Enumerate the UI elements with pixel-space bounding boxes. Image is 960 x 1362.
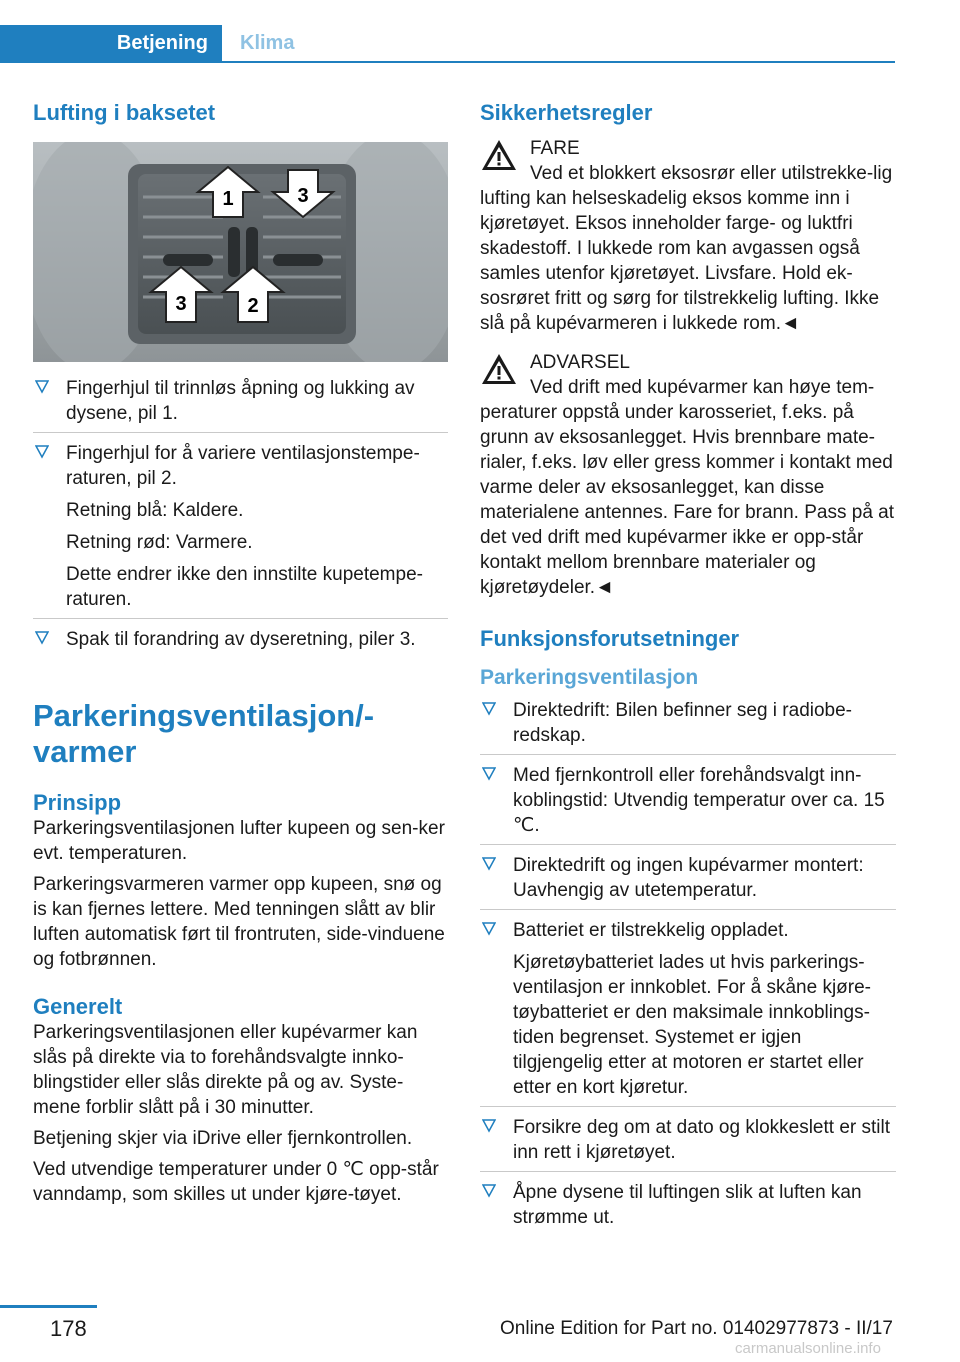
list-item-text: Åpne dysene til luftingen slik at luften kan strømme ut. <box>513 1182 862 1228</box>
warning-text: Ved et blokkert eksosrør eller utilstrekke-lig lufting kan helseskadelig eksos komme inn i kjøretøyet. Eksos inneholder farge- og luktfri skadestoff. I lukkede rom kan avgassen også samles utenfor kjøretøyet. Livsfare. Hold ek-sosrøret fritt og sørg for tilstrekkelig lufting. Ikke slå på kupévarmeren i lukkede rom.◄ <box>480 163 893 334</box>
triangle-bullet-icon <box>482 767 496 781</box>
section-title-lufting: Lufting i baksetet <box>33 100 216 125</box>
right-column <box>480 100 896 1244</box>
subheading-generelt: Generelt <box>33 994 123 1019</box>
list-item-text: Fingerhjul til trinnløs åpning og lukking av dysene, pil 1. <box>66 378 415 424</box>
rear-vent-figure <box>33 142 448 362</box>
list-item-text: Forsikre deg om at dato og klokkeslett er stilt inn rett i kjøretøyet. <box>513 1117 890 1163</box>
paragraph: Parkeringsventilasjonen lufter kupeen og sen-ker evt. temperaturen. <box>33 818 445 864</box>
paragraph: Betjening skjer via iDrive eller fjernkontrollen. <box>33 1128 413 1149</box>
list-item-subtext: Retning blå: Kaldere. <box>66 500 244 521</box>
warning-label: ADVARSEL <box>530 352 630 373</box>
triangle-bullet-icon <box>482 1119 496 1133</box>
left-column <box>33 100 448 1207</box>
list-item <box>480 918 896 1107</box>
list-item <box>480 1115 896 1172</box>
list-item <box>480 853 896 910</box>
page-number: 178 <box>50 1316 87 1341</box>
warning-label: FARE <box>530 138 580 159</box>
list-item-text: Spak til forandring av dyseretning, piler 3. <box>66 629 416 650</box>
section-title-parkering: Parkeringsventilasjon/-varmer <box>33 698 375 769</box>
warning-block-fare <box>480 136 896 336</box>
list-item <box>480 1180 896 1236</box>
footer-rule <box>0 1305 97 1308</box>
warning-text: Ved drift med kupévarmer kan høye tem-peraturer oppstå under karosseriet, f.eks. på grunn av eksosanlegget. Hvis brennbare mate-rialer, f.eks. løv eller gress kommer i kontakt med varme deler av eksosanlegget, kan disse materialene antennes. Fare for brann. Pass på at det ved drift med kupévarmer ikke er opp-står kontakt mellom brennbare materialer og kjøretøydeler.◄ <box>480 377 895 598</box>
header-tabs <box>0 25 895 63</box>
list-item-subtext: Dette endrer ikke den innstilte kupetempe-raturen. <box>66 564 423 610</box>
section-title-funksjon: Funksjonsforutsetninger <box>480 626 740 651</box>
list-item <box>33 376 448 433</box>
vent-control-list <box>33 376 448 658</box>
edition-note: Online Edition for Part no. 01402977873 - II/17 <box>500 1318 893 1339</box>
paragraph: Parkeringsventilasjonen eller kupévarmer kan slås på direkte via to forehåndsvalgte innko-blingstider eller slås direkte på og av. Syste-mene forblir slått på i 30 minutter. <box>33 1022 418 1118</box>
triangle-bullet-icon <box>482 1184 496 1198</box>
paragraph: Ved utvendige temperaturer under 0 ℃ opp-står vanndamp, som skilles ut under kjøre-tøyet. <box>33 1159 439 1205</box>
watermark: carmanualsonline.info <box>735 1340 881 1357</box>
list-item <box>480 698 896 755</box>
section-title-sikkerhet: Sikkerhetsregler <box>480 100 653 125</box>
list-item-subtext: Kjøretøybatteriet lades ut hvis parkerings-ventilasjon er innkoblet. For å skåne kjøre-tøybatteriet er den maksimale innkoblings-tiden begrenset. Systemet er igjen tilgjengelig etter at motoren er startet eller etter en kort kjøretur. <box>513 952 871 1098</box>
list-item-text: Batteriet er tilstrekkelig oppladet. <box>513 920 789 941</box>
list-item-text: Direktedrift og ingen kupévarmer montert: Uavhengig av utetemperatur. <box>513 855 864 901</box>
triangle-bullet-icon <box>35 380 49 394</box>
subheading-prinsipp: Prinsipp <box>33 790 122 815</box>
warning-triangle-icon <box>480 352 518 386</box>
paragraph: Parkeringsvarmeren varmer opp kupeen, snø og is kan fjernes lettere. Med tenningen slått av blir luften automatisk ført til frontruten, side-vinduene og fotbrønnen. <box>33 874 445 970</box>
warning-triangle-icon <box>480 138 518 172</box>
list-item-text: Fingerhjul for å variere ventilasjonstempe-raturen, pil 2. <box>66 443 420 489</box>
triangle-bullet-icon <box>35 445 49 459</box>
header-rule <box>0 61 895 63</box>
list-item-text: Med fjernkontroll eller forehåndsvalgt inn-koblingstid: Utvendig temperatur over ca. 15 ℃. <box>513 765 885 836</box>
figure-label: 3 <box>175 293 187 315</box>
figure-label: 3 <box>297 185 309 207</box>
list-item-subtext: Retning rød: Varmere. <box>66 532 253 553</box>
tab-klima[interactable]: Klima <box>240 32 295 54</box>
triangle-bullet-icon <box>482 922 496 936</box>
requirements-list <box>480 698 896 1236</box>
triangle-bullet-icon <box>482 857 496 871</box>
warning-block-advarsel <box>480 350 896 600</box>
figure-label: 2 <box>247 295 259 317</box>
list-item <box>33 441 448 619</box>
subheading-parkeringsventilasjon: Parkeringsventilasjon <box>480 666 699 689</box>
triangle-bullet-icon <box>482 702 496 716</box>
tab-betjening[interactable]: Betjening <box>0 25 222 61</box>
figure-label: 1 <box>222 188 234 210</box>
list-item <box>480 763 896 845</box>
triangle-bullet-icon <box>35 631 49 645</box>
list-item-text: Direktedrift: Bilen befinner seg i radiobe-redskap. <box>513 700 853 746</box>
list-item <box>33 627 448 658</box>
